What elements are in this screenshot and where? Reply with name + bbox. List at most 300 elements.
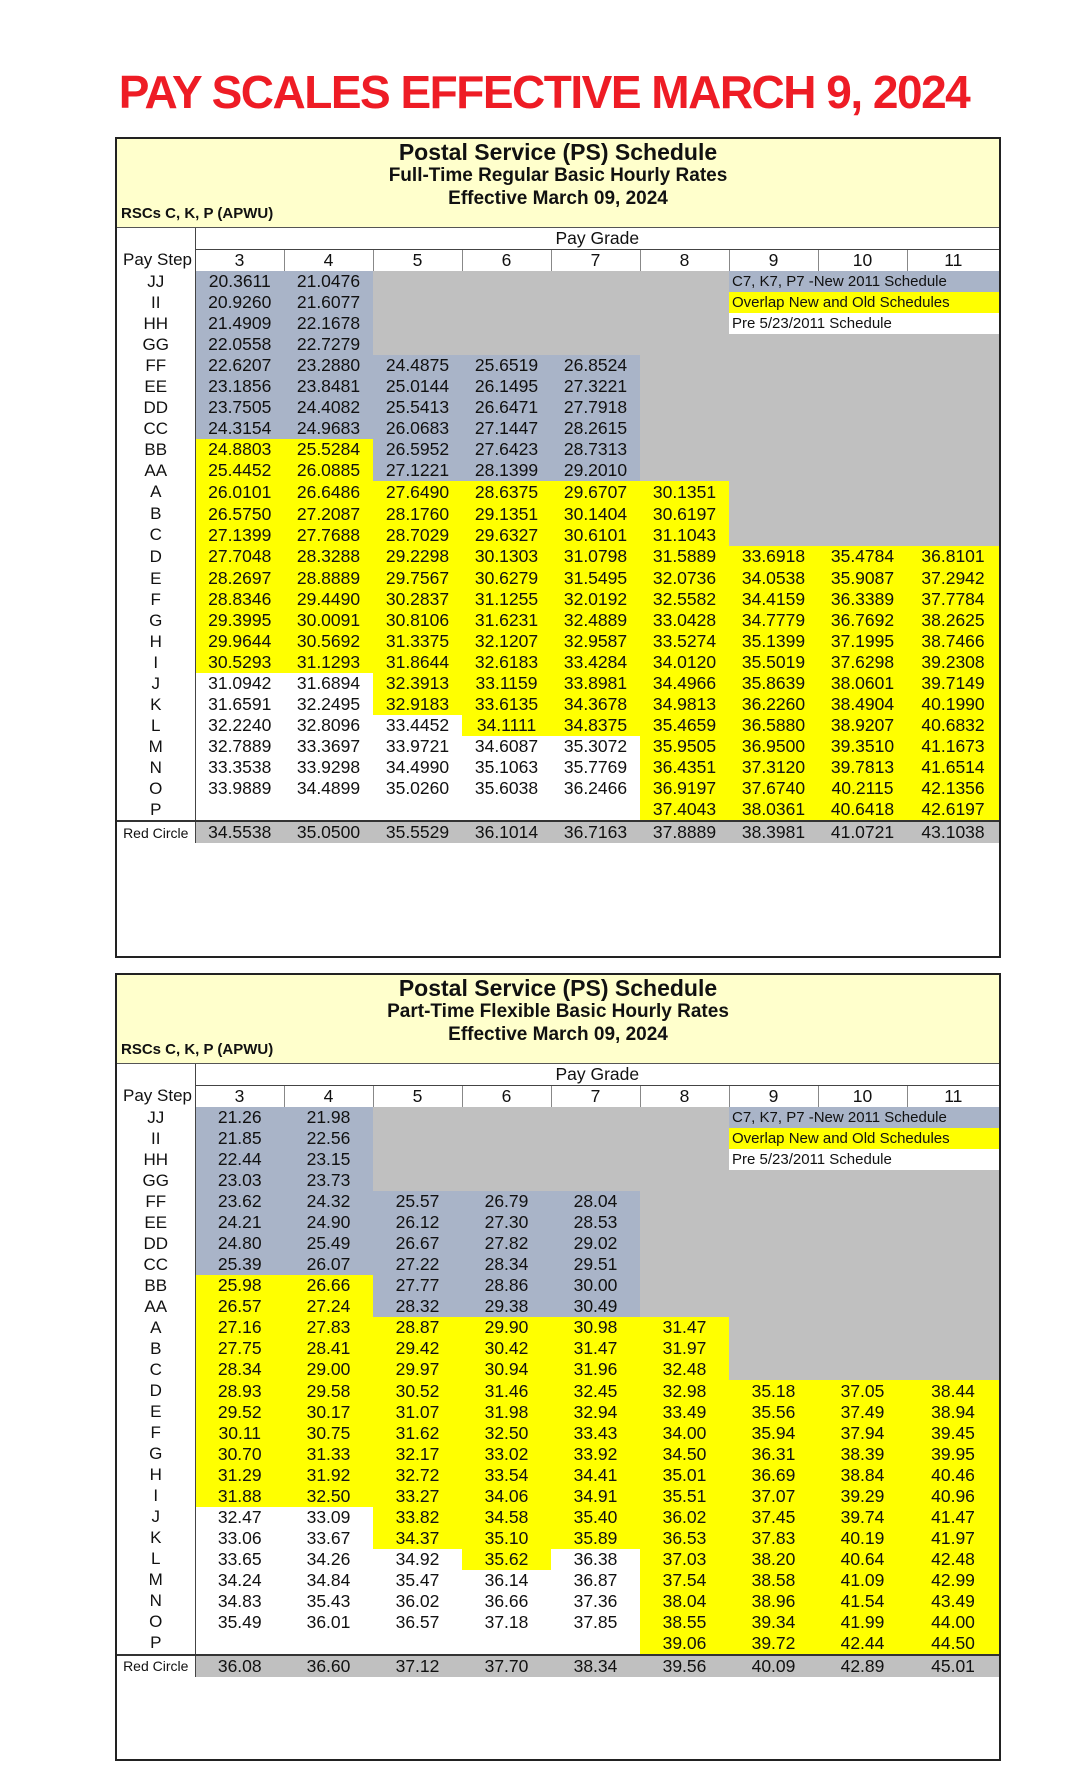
- rate-cell: [551, 1149, 640, 1170]
- rate-cell: 34.6087: [462, 736, 551, 757]
- rate-cell: 37.05: [818, 1380, 907, 1401]
- rate-cell: [818, 397, 907, 418]
- rate-cell: 23.1856: [195, 376, 284, 397]
- rate-cell: 25.39: [195, 1254, 284, 1275]
- pay-step: I: [117, 652, 195, 673]
- rate-cell: [640, 1296, 729, 1317]
- rate-cell: [907, 1338, 999, 1359]
- rate-cell: [729, 334, 818, 355]
- rate-cell: 27.1399: [195, 525, 284, 546]
- rate-cell: 39.3510: [818, 736, 907, 757]
- rate-cell: [907, 397, 999, 418]
- rate-cell: 31.6894: [284, 673, 373, 694]
- rate-cell: [818, 376, 907, 397]
- rate-cell: [373, 799, 462, 821]
- rate-cell: [195, 1633, 284, 1655]
- rate-cell: 37.1995: [818, 631, 907, 652]
- pay-step: E: [117, 568, 195, 589]
- rate-cell: 28.41: [284, 1338, 373, 1359]
- rate-cell: 39.7813: [818, 757, 907, 778]
- rate-cell: 22.6207: [195, 355, 284, 376]
- rate-cell: [284, 1633, 373, 1655]
- pay-grade-label: Pay Grade: [195, 1064, 999, 1086]
- rate-cell: [818, 1317, 907, 1338]
- rate-cell: [729, 1212, 818, 1233]
- rate-cell: 30.1404: [551, 504, 640, 525]
- rate-cell: 36.66: [462, 1591, 551, 1612]
- rate-cell: [373, 1128, 462, 1149]
- rate-cell: 37.36: [551, 1591, 640, 1612]
- rate-cell: 27.82: [462, 1233, 551, 1254]
- rate-cell: 35.51: [640, 1486, 729, 1507]
- grade-header-7: 7: [551, 1086, 640, 1108]
- rate-cell: 30.1303: [462, 546, 551, 569]
- rate-cell: [462, 799, 551, 821]
- rate-cell: 36.2260: [729, 694, 818, 715]
- rate-cell: [373, 1107, 462, 1128]
- grade-header-8: 8: [640, 250, 729, 272]
- rate-cell: [640, 376, 729, 397]
- rate-cell: 26.5750: [195, 504, 284, 525]
- rate-cell: 31.33: [284, 1444, 373, 1465]
- rate-cell: 28.8889: [284, 568, 373, 589]
- rate-cell: 23.7505: [195, 397, 284, 418]
- rate-cell: 38.0361: [729, 799, 818, 821]
- table-row: [117, 397, 999, 418]
- rate-cell: 37.45: [729, 1507, 818, 1528]
- grade-header-7: 7: [551, 250, 640, 272]
- pay-step: A: [117, 1317, 195, 1338]
- rate-cell: [373, 334, 462, 355]
- rate-cell: 31.5495: [551, 568, 640, 589]
- rate-cell: 38.96: [729, 1591, 818, 1612]
- rate-cell: 33.9298: [284, 757, 373, 778]
- rate-cell: 35.4659: [640, 715, 729, 736]
- rate-cell: 21.26: [195, 1107, 284, 1128]
- table-row: [117, 1423, 999, 1444]
- table-row: [117, 1380, 999, 1401]
- rate-cell: 31.92: [284, 1465, 373, 1486]
- rate-cell: 32.8096: [284, 715, 373, 736]
- rate-cell: [729, 418, 818, 439]
- pay-step: K: [117, 694, 195, 715]
- table-row: [117, 1191, 999, 1212]
- rsc-label: RSCs C, K, P (APWU): [121, 205, 274, 222]
- rate-cell: 34.3678: [551, 694, 640, 715]
- grade-header-5: 5: [373, 1086, 462, 1108]
- rate-cell: 41.6514: [907, 757, 999, 778]
- pay-step-label: Pay Step: [117, 1086, 195, 1108]
- rate-cell: 33.9721: [373, 736, 462, 757]
- rate-cell: 37.94: [818, 1423, 907, 1444]
- rate-cell: [640, 271, 729, 292]
- rate-cell: 29.9644: [195, 631, 284, 652]
- table-row: [117, 1591, 999, 1612]
- rate-cell: 44.50: [907, 1633, 999, 1655]
- rate-cell: [907, 1170, 999, 1191]
- pay-step: J: [117, 1507, 195, 1528]
- rate-cell: 28.04: [551, 1191, 640, 1212]
- rate-cell: [907, 334, 999, 355]
- pay-step: G: [117, 1444, 195, 1465]
- rate-cell: 34.1111: [462, 715, 551, 736]
- pay-step: HH: [117, 1149, 195, 1170]
- grade-header-4: 4: [284, 250, 373, 272]
- rate-cell: 29.2010: [551, 460, 640, 481]
- rate-cell: 28.34: [462, 1254, 551, 1275]
- rate-cell: 28.1760: [373, 504, 462, 525]
- rate-cell: 34.4159: [729, 589, 818, 610]
- pay-step: CC: [117, 1254, 195, 1275]
- rate-cell: 26.0683: [373, 418, 462, 439]
- rate-cell: 33.49: [640, 1402, 729, 1423]
- rate-cell: 38.9207: [818, 715, 907, 736]
- rate-cell: 23.8481: [284, 376, 373, 397]
- grade-header-5: 5: [373, 250, 462, 272]
- rate-cell: 20.3611: [195, 271, 284, 292]
- rate-cell: [729, 1338, 818, 1359]
- rate-cell: [818, 1212, 907, 1233]
- table-row: [117, 589, 999, 610]
- rate-cell: 24.21: [195, 1212, 284, 1233]
- rate-cell: [818, 1254, 907, 1275]
- rate-cell: [818, 355, 907, 376]
- table-row: [117, 1444, 999, 1465]
- grade-header-11: 11: [907, 1086, 999, 1108]
- rate-cell: 32.50: [284, 1486, 373, 1507]
- rate-cell: [729, 1233, 818, 1254]
- rate-cell: 32.98: [640, 1380, 729, 1401]
- rate-cell: 38.4904: [818, 694, 907, 715]
- pay-step: II: [117, 1128, 195, 1149]
- pay-step: FF: [117, 355, 195, 376]
- rate-cell: [907, 525, 999, 546]
- rate-cell: [373, 1149, 462, 1170]
- table-row: [117, 525, 999, 546]
- rate-cell: 38.20: [729, 1549, 818, 1570]
- rate-cell: [640, 1107, 729, 1128]
- rate-cell: 28.7029: [373, 525, 462, 546]
- rate-cell: [907, 1233, 999, 1254]
- rate-cell: 39.7149: [907, 673, 999, 694]
- rate-cell: 42.48: [907, 1549, 999, 1570]
- rate-cell: 34.91: [551, 1486, 640, 1507]
- rate-cell: 24.90: [284, 1212, 373, 1233]
- rate-cell: 32.4889: [551, 610, 640, 631]
- rate-cell: 44.00: [907, 1612, 999, 1633]
- pay-step: JJ: [117, 1107, 195, 1128]
- rate-cell: [907, 504, 999, 525]
- table-row: [117, 673, 999, 694]
- rate-cell: [462, 1170, 551, 1191]
- rate-cell: [551, 1107, 640, 1128]
- rate-cell: [729, 1191, 818, 1212]
- rate-cell: [551, 292, 640, 313]
- rate-cell: 33.27: [373, 1486, 462, 1507]
- rate-cell: 31.6231: [462, 610, 551, 631]
- rate-cell: 40.6418: [818, 799, 907, 821]
- rsc-label: RSCs C, K, P (APWU): [121, 1041, 274, 1058]
- rate-cell: 36.9197: [640, 778, 729, 799]
- rate-cell: [640, 313, 729, 334]
- rate-cell: 33.65: [195, 1549, 284, 1570]
- rate-cell: 36.38: [551, 1549, 640, 1570]
- rate-cell: [640, 418, 729, 439]
- rate-cell: [373, 292, 462, 313]
- rate-cell: 25.5284: [284, 439, 373, 460]
- rate-cell: 29.58: [284, 1380, 373, 1401]
- rate-cell: 22.7279: [284, 334, 373, 355]
- rate-cell: 29.6707: [551, 481, 640, 504]
- rate-cell: 32.72: [373, 1465, 462, 1486]
- rate-cell: [640, 1128, 729, 1149]
- rate-cell: 38.94: [907, 1402, 999, 1423]
- rate-cell: 28.1399: [462, 460, 551, 481]
- rate-cell: 30.0091: [284, 610, 373, 631]
- rate-cell: 30.5692: [284, 631, 373, 652]
- rate-cell: 30.11: [195, 1423, 284, 1444]
- rate-cell: 40.46: [907, 1465, 999, 1486]
- rate-cell: 28.8346: [195, 589, 284, 610]
- rate-cell: 37.2942: [907, 568, 999, 589]
- rate-cell: 27.7918: [551, 397, 640, 418]
- rate-cell: 27.16: [195, 1317, 284, 1338]
- rate-cell: [462, 313, 551, 334]
- rate-cell: 35.1399: [729, 631, 818, 652]
- rate-cell: [640, 334, 729, 355]
- rate-cell: 31.5889: [640, 546, 729, 569]
- rate-cell: 30.5293: [195, 652, 284, 673]
- rate-cell: 28.87: [373, 1317, 462, 1338]
- table-row: [117, 292, 999, 313]
- rate-cell: 36.8101: [907, 546, 999, 569]
- table-row: [117, 355, 999, 376]
- rate-cell: 33.0428: [640, 610, 729, 631]
- pay-step: AA: [117, 460, 195, 481]
- rate-cell: 25.49: [284, 1233, 373, 1254]
- rate-cell: [462, 1107, 551, 1128]
- rate-cell: 23.03: [195, 1170, 284, 1191]
- table-row: [117, 334, 999, 355]
- rate-cell: [729, 355, 818, 376]
- pay-step: E: [117, 1402, 195, 1423]
- red-circle-row: [117, 821, 999, 843]
- rate-cell: 32.9587: [551, 631, 640, 652]
- rate-cell: 36.9500: [729, 736, 818, 757]
- rate-cell: [373, 1633, 462, 1655]
- rate-cell: 27.1447: [462, 418, 551, 439]
- rate-cell: 26.5952: [373, 439, 462, 460]
- rate-cell: 28.3288: [284, 546, 373, 569]
- pay-step: P: [117, 1633, 195, 1655]
- schedule-title: Postal Service (PS) Schedule: [398, 975, 718, 1001]
- pay-step: HH: [117, 313, 195, 334]
- legend-pre-2011: Pre 5/23/2011 Schedule: [729, 1149, 999, 1170]
- rate-cell: 37.07: [729, 1486, 818, 1507]
- table-row: [117, 652, 999, 673]
- pay-step: L: [117, 715, 195, 736]
- pay-step: C: [117, 525, 195, 546]
- table-row: [117, 715, 999, 736]
- rate-cell: [729, 1170, 818, 1191]
- part-time-schedule-table: [115, 973, 1001, 1761]
- rate-cell: 39.74: [818, 1507, 907, 1528]
- rate-cell: 31.1255: [462, 589, 551, 610]
- schedule-effective-date: Effective March 09, 2024: [448, 188, 668, 209]
- rate-cell: 35.6038: [462, 778, 551, 799]
- rate-cell: 32.17: [373, 1444, 462, 1465]
- rate-cell: 40.6832: [907, 715, 999, 736]
- rate-cell: [640, 439, 729, 460]
- rate-cell: 28.32: [373, 1296, 462, 1317]
- rate-cell: 33.3697: [284, 736, 373, 757]
- rate-cell: 28.93: [195, 1380, 284, 1401]
- rate-cell: [640, 1212, 729, 1233]
- rate-cell: 35.18: [729, 1380, 818, 1401]
- table-row: [117, 799, 999, 821]
- rate-cell: 29.7567: [373, 568, 462, 589]
- pay-step: EE: [117, 376, 195, 397]
- rate-cell: [729, 439, 818, 460]
- rate-cell: 36.4351: [640, 757, 729, 778]
- red-circle-cell: 34.5538: [195, 821, 284, 843]
- pay-grade-label: Pay Grade: [195, 228, 999, 250]
- rate-cell: 30.2837: [373, 589, 462, 610]
- rate-cell: 35.01: [640, 1465, 729, 1486]
- rate-cell: 40.96: [907, 1486, 999, 1507]
- table-row: [117, 1170, 999, 1191]
- legend-overlap: Overlap New and Old Schedules: [729, 1128, 999, 1149]
- rate-cell: 30.52: [373, 1380, 462, 1401]
- pay-step: FF: [117, 1191, 195, 1212]
- rate-cell: 26.66: [284, 1275, 373, 1296]
- pay-step: H: [117, 1465, 195, 1486]
- red-circle-cell: 40.09: [729, 1655, 818, 1677]
- rate-cell: 38.0601: [818, 673, 907, 694]
- rate-cell: 32.5582: [640, 589, 729, 610]
- rate-cell: [818, 1191, 907, 1212]
- table-row: [117, 736, 999, 757]
- rate-cell: 41.99: [818, 1612, 907, 1633]
- rate-cell: 34.37: [373, 1528, 462, 1549]
- schedule-header: [117, 139, 999, 228]
- schedule-effective-date: Effective March 09, 2024: [448, 1024, 668, 1045]
- rate-cell: [462, 1149, 551, 1170]
- rate-cell: 34.92: [373, 1549, 462, 1570]
- rate-cell: 34.8375: [551, 715, 640, 736]
- rate-cell: 32.47: [195, 1507, 284, 1528]
- table-row: [117, 778, 999, 799]
- pay-step: GG: [117, 1170, 195, 1191]
- rate-cell: 30.8106: [373, 610, 462, 631]
- rate-cell: [640, 1149, 729, 1170]
- rate-cell: 34.4966: [640, 673, 729, 694]
- rate-cell: 29.02: [551, 1233, 640, 1254]
- table-row: [117, 1275, 999, 1296]
- rate-cell: 30.94: [462, 1359, 551, 1380]
- rate-cell: 27.77: [373, 1275, 462, 1296]
- rate-cell: 21.98: [284, 1107, 373, 1128]
- rate-cell: 25.57: [373, 1191, 462, 1212]
- rate-cell: 35.4784: [818, 546, 907, 569]
- rate-cell: 29.42: [373, 1338, 462, 1359]
- legend-new-2011: C7, K7, P7 -New 2011 Schedule: [729, 1107, 999, 1128]
- red-circle-cell: 43.1038: [907, 821, 999, 843]
- red-circle-label: Red Circle: [117, 1655, 195, 1677]
- rate-cell: 27.24: [284, 1296, 373, 1317]
- rate-cell: 38.04: [640, 1591, 729, 1612]
- rate-cell: 26.67: [373, 1233, 462, 1254]
- grade-header-11: 11: [907, 250, 999, 272]
- rate-cell: [551, 799, 640, 821]
- rate-cell: 34.0120: [640, 652, 729, 673]
- rate-cell: 28.2615: [551, 418, 640, 439]
- rate-cell: 22.56: [284, 1128, 373, 1149]
- rate-cell: 33.1159: [462, 673, 551, 694]
- rate-cell: 37.03: [640, 1549, 729, 1570]
- rate-cell: 31.96: [551, 1359, 640, 1380]
- table-row: [117, 1338, 999, 1359]
- legend-overlap: Overlap New and Old Schedules: [729, 292, 999, 313]
- rate-cell: 27.30: [462, 1212, 551, 1233]
- pay-step-label: Pay Step: [117, 250, 195, 272]
- rate-cell: 23.2880: [284, 355, 373, 376]
- grade-header-8: 8: [640, 1086, 729, 1108]
- rate-cell: 35.9087: [818, 568, 907, 589]
- rate-cell: 34.4899: [284, 778, 373, 799]
- rate-cell: 41.54: [818, 1591, 907, 1612]
- rate-cell: [551, 313, 640, 334]
- rate-cell: 39.2308: [907, 652, 999, 673]
- red-circle-cell: 35.0500: [284, 821, 373, 843]
- rate-cell: 24.32: [284, 1191, 373, 1212]
- rate-cell: 30.00: [551, 1275, 640, 1296]
- table-row: [117, 1212, 999, 1233]
- rate-cell: 37.6298: [818, 652, 907, 673]
- rate-cell: 31.97: [640, 1338, 729, 1359]
- rate-cell: 36.69: [729, 1465, 818, 1486]
- rate-cell: 36.53: [640, 1528, 729, 1549]
- pay-step: O: [117, 1612, 195, 1633]
- rate-cell: 26.8524: [551, 355, 640, 376]
- rate-cell: [551, 1128, 640, 1149]
- pay-step: GG: [117, 334, 195, 355]
- rate-cell: [907, 439, 999, 460]
- rate-cell: [907, 1359, 999, 1380]
- schedule-subtitle: Part-Time Flexible Basic Hourly Rates: [387, 1001, 729, 1022]
- rate-cell: [729, 460, 818, 481]
- grade-header-3: 3: [195, 250, 284, 272]
- rate-cell: 21.0476: [284, 271, 373, 292]
- table-row: [117, 568, 999, 589]
- rate-cell: [818, 504, 907, 525]
- pay-rate-grid: [117, 228, 999, 843]
- red-circle-cell: 36.08: [195, 1655, 284, 1677]
- rate-cell: [729, 397, 818, 418]
- table-row: [117, 1359, 999, 1380]
- rate-cell: 31.8644: [373, 652, 462, 673]
- rate-cell: 32.0736: [640, 568, 729, 589]
- rate-cell: 32.45: [551, 1380, 640, 1401]
- rate-cell: 35.40: [551, 1507, 640, 1528]
- rate-cell: 33.9889: [195, 778, 284, 799]
- rate-cell: 31.0798: [551, 546, 640, 569]
- rate-cell: [640, 397, 729, 418]
- rate-cell: 33.82: [373, 1507, 462, 1528]
- pay-step: BB: [117, 1275, 195, 1296]
- rate-cell: [818, 1170, 907, 1191]
- rate-cell: [907, 1254, 999, 1275]
